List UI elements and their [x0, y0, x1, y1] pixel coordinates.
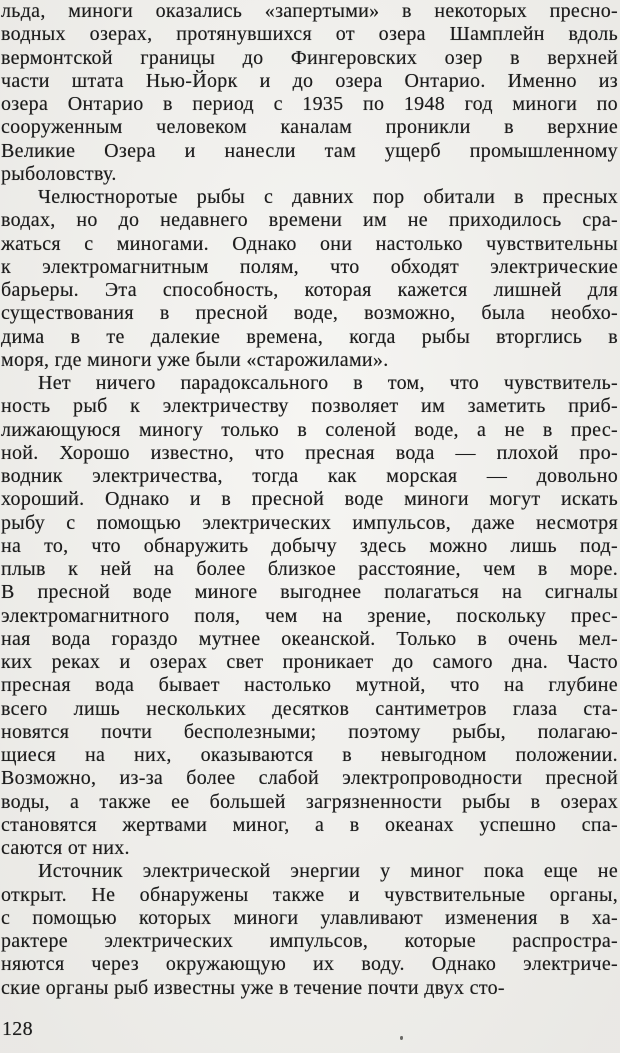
text-line: открыт. Не обнаружены также и чувствительные органы, [1, 883, 618, 906]
text-line: барьеры. Эта способность, которая кажется лишней для [1, 279, 618, 301]
page-number: 128 [2, 1018, 33, 1040]
text-line: воды, а также ее большей загрязненности рыбы в озерах [1, 790, 618, 813]
text-line: Челюстноротые рыбы с давних пор обитали в пресных [38, 186, 618, 208]
text-line: дима в те далекие времена, когда рыбы вторглись в [1, 325, 618, 348]
text-line: новятся почти бесполезными; поэтому рыбы, полагаю- [1, 720, 618, 743]
text-line: ность рыб к электричеству позволяет им заметить приб- [1, 395, 618, 418]
text-line: вермонтской границы до Фингеровских озер в верхней [1, 46, 618, 69]
text-line: части штата Нью-Йорк и до озера Онтарио. Именно из [1, 69, 618, 92]
text-line: Великие Озера и нанесли там ущерб промышленному [1, 139, 618, 162]
text-line: всего лишь нескольких десятков сантиметров глаза ста- [1, 697, 618, 720]
text-line: с помощью которых миноги улавливают изменения в ха- [1, 906, 618, 929]
text-line: ная вода гораздо мутнее океанской. Только в очень мел- [1, 627, 618, 650]
text-line: ких реках и озерах свет проникает до самого дна. Часто [1, 651, 618, 673]
text-line: жаться с миногами. Однако они настолько чувствительны [1, 232, 618, 255]
text-line: ной. Хорошо известно, что пресная вода — плохой про- [1, 441, 618, 464]
text-line: моря, где миноги уже были «старожилами». [1, 348, 389, 371]
text-line: пресная вода бывает настолько мутной, что на глубине [1, 674, 618, 697]
text-line: Нет ничего парадоксального в том, что чувствитель- [38, 372, 618, 394]
text-line: к электромагнитным полям, что обходят электрические [1, 255, 618, 278]
text-line: льда, миноги оказались «запертыми» в некоторых пресно- [1, 0, 618, 22]
text-line: плыв к ней на более близкое расстояние, чем в море. [1, 558, 618, 580]
text-line: сооруженным человеком каналам проникли в верхние [1, 116, 618, 139]
text-line: щиеся на них, оказываются в невыгодном положении. [1, 744, 618, 766]
text-line: Возможно, из-за более слабой электропроводности пресной [1, 767, 618, 790]
text-line: рыболовству. [1, 162, 117, 185]
page-text-column [1, 0, 618, 1000]
text-line: рактере электрических импульсов, которые распростра- [1, 930, 618, 952]
text-line: озера Онтарио в период с 1935 по 1948 год миноги по [1, 93, 618, 115]
text-line: существования в пресной воде, возможно, была необхо- [1, 302, 618, 325]
text-line: водах, но до недавнего времени им не приходилось сра- [1, 209, 618, 232]
text-line: водных озерах, протянувшихся от озера Шамплейн вдоль [1, 23, 618, 46]
text-line: В пресной воде миноге выгоднее полагаться на сигналы [1, 581, 618, 604]
text-line: электромагнитного поля, чем на зрение, поскольку прес- [1, 604, 618, 627]
text-line: хороший. Однако и в пресной воде миноги могут искать [1, 488, 618, 511]
text-line: становятся жертвами миног, а в океанах успешно спа- [1, 813, 618, 836]
text-line: Источник электрической энергии у миног пока еще не [38, 860, 618, 883]
text-line: рыбу с помощью электрических импульсов, даже несмотря [1, 511, 618, 534]
text-line: лижающуюся миногу только в соленой воде, а не в прес- [1, 418, 618, 441]
scan-speck [400, 1036, 403, 1040]
text-line: водник электричества, тогда как морская — довольно [1, 465, 618, 487]
text-line: на то, что обнаружить добычу здесь можно лишь под- [1, 534, 618, 557]
text-line: ские органы рыб известны уже в течение почти двух сто- [1, 976, 505, 999]
text-line: няются через окружающую их воду. Однако электриче- [1, 953, 618, 976]
text-line: саются от них. [1, 837, 130, 859]
